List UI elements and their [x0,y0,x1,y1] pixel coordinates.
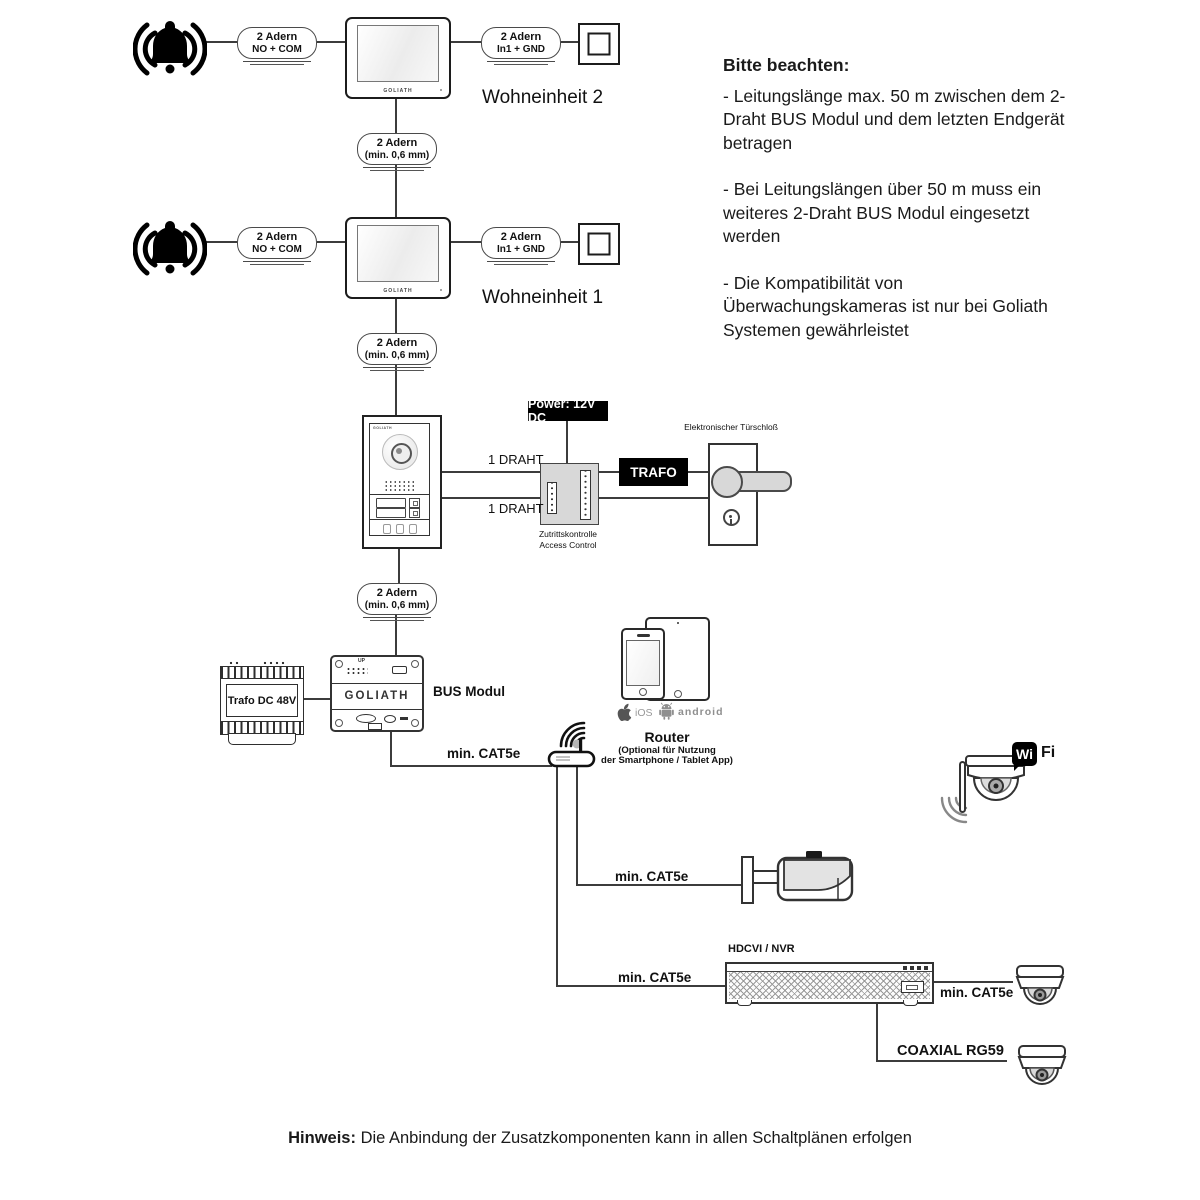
note-paragraph: - Bei Leitungslängen über 50 m muss ein weiteres 2-Draht BUS Modul eingesetzt werden [723,179,1042,246]
dome-camera-icon [1013,1044,1071,1098]
wire [576,766,578,886]
screw-icon [335,660,343,668]
cable-label: (min. 0,6 mm) [364,349,430,361]
screw-icon [335,719,343,727]
goliath-logo: GOLIATH [373,426,392,430]
wire-label: 1 DRAHT [488,501,544,516]
terminal-dots [228,661,242,665]
doorbell-chime-icon [133,13,207,89]
connector-icon [400,717,408,720]
note-paragraph: - Die Kompatibilität von Überwachungskameras ist nur bei Goliath Systemen gewährleistet [723,272,1048,340]
connector-icon [356,714,376,723]
nvr-foot [903,1000,918,1006]
wire [576,884,742,886]
cat5e-label: min. CAT5e [615,869,689,884]
footer-note [0,1129,1200,1148]
touch-keys [370,524,429,534]
wire [438,497,540,499]
din-rail-base [228,733,296,745]
cable-capsule-no-com [237,227,317,259]
phone-speaker [637,634,650,637]
wire [395,163,397,217]
access-caption-en: Access Control [539,540,597,550]
wire [390,728,392,767]
trafo-dc48v-label: Trafo DC 48V [226,684,298,717]
tablet-home-button [674,690,682,698]
cable-label: 2 Adern [256,30,298,43]
cat5e-label: min. CAT5e [940,985,1014,1000]
wire [447,241,481,243]
access-caption-de: Zutrittskontrolle [538,529,598,539]
footer-note-text: Die Anbindung der Zusatzkomponenten kann in allen Schaltplänen erfolgen [355,1129,912,1147]
divider [332,683,422,684]
goliath-logo: GOLIATH [344,690,410,702]
monitor-screen [357,25,439,82]
wire [302,698,330,700]
bus-module-label: BUS Modul [433,684,505,699]
note-paragraph: - Leitungslänge max. 50 m zwischen dem 2-Draht BUS Modul und dem letzten Endgerät betragen [723,85,1066,153]
door-station-panel [369,423,430,536]
cat5e-label: min. CAT5e [447,746,521,761]
connector-icon [392,666,407,674]
cable-label: 2 Adern [376,336,418,349]
cable-label: NO + COM [252,43,302,55]
led-icon [924,966,928,970]
router-note: der Smartphone / Tablet App) [601,755,733,766]
nvr-title: HDCVI / NVR [728,943,795,955]
door-camera-lens [396,448,402,454]
coax-label: COAXIAL RG59 [897,1043,1004,1059]
trafo-box: TRAFO [619,458,688,486]
nvr-foot [737,1000,752,1006]
wire [561,241,578,243]
cable-label: 2 Adern [500,230,542,243]
dome-camera-icon [1011,964,1069,1018]
cable-capsule-in1-gnd [481,27,561,59]
wire [566,421,568,463]
wire [561,41,578,43]
power-label: Power: 12V DC [528,401,608,421]
goliath-logo: GOLIATH [383,88,413,94]
terminal-strip [547,482,557,514]
doorbell-button [578,223,620,265]
phone-home-button [639,688,647,696]
cable-capsule-no-com [237,27,317,59]
wire [876,1000,878,1062]
wire [688,471,708,473]
router-title: Router [644,729,690,745]
wire [205,241,237,243]
divider [332,709,422,710]
led-icon [917,966,921,970]
android-icon [658,702,675,720]
goliath-logo: GOLIATH [383,288,413,294]
nvr-top-strip [727,964,932,972]
indoor-monitor [345,17,451,99]
cable-label: 2 Adern [376,586,418,599]
ios-label: iOS [635,707,653,719]
wire [317,41,345,43]
up-marking: UP [358,658,365,664]
speaker-grille [384,480,415,491]
router-note: (Optional für Nutzung [618,745,716,756]
wire [597,497,708,499]
connector-icon [368,723,382,730]
wire [438,471,540,473]
nvr-mesh [729,972,930,999]
cable-label: In1 + GND [496,243,546,255]
cable-label: In1 + GND [496,43,546,55]
led-icon [903,966,907,970]
wire [876,1060,1007,1062]
cable-capsule-in1-gnd [481,227,561,259]
apple-icon [616,703,632,721]
wire-label: 1 DRAHT [488,452,544,467]
wire [317,241,345,243]
doorbell-chime-icon [133,213,207,289]
cable-capsule-riser [357,133,437,165]
bullet-camera-icon [740,850,855,908]
call-button [409,498,420,508]
call-button [409,508,420,518]
mic-dot [440,89,442,91]
cat5e-label: min. CAT5e [618,970,692,985]
connector-icon [384,715,396,723]
footer-note-bold: Hinweis: [288,1129,356,1147]
mic-dot [440,289,442,291]
key-cylinder-icon [723,509,740,526]
lock-title: Elektronischer Türschloß [684,422,778,432]
cable-label: (min. 0,6 mm) [364,599,430,611]
trafo-dc48v [220,678,304,723]
wire [395,295,397,333]
divider [370,494,429,495]
unit-title: Wohneinheit 2 [482,87,604,108]
wire [205,41,237,43]
door-station [362,415,442,549]
cable-capsule-riser [357,333,437,365]
notes-title: Bitte beachten: [723,55,850,75]
notes-block [723,54,1071,365]
terminal-dots [262,661,288,665]
wifi-badge-fi: Fi [1041,744,1056,761]
name-plate [376,508,406,518]
wire [447,41,481,43]
screw-icon [411,719,419,727]
cable-label: 2 Adern [500,30,542,43]
monitor-screen [357,225,439,282]
cable-label: NO + COM [252,243,302,255]
wifi-badge: Wi [1012,742,1037,766]
name-plate [376,498,406,508]
access-control-box [540,463,599,525]
usb-port-icon [901,981,924,993]
wire [556,985,725,987]
led-icon [910,966,914,970]
screw-icon [411,660,419,668]
wire [597,471,619,473]
cable-capsule-riser [357,583,437,615]
access-control-caption [518,529,618,551]
cable-label: 2 Adern [376,136,418,149]
smartphone-icon [621,628,665,700]
wire [556,766,558,987]
wire [390,765,552,767]
terminal-pins [346,667,368,674]
cable-label: 2 Adern [256,230,298,243]
android-label: android [678,706,724,718]
indoor-monitor [345,217,451,299]
divider [370,519,429,520]
cable-label: (min. 0,6 mm) [364,149,430,161]
unit-title: Wohneinheit 1 [482,287,604,308]
wire [395,95,397,133]
doorbell-button [578,23,620,65]
tablet-camera-dot [677,622,680,625]
phone-screen [626,640,660,686]
wire [398,545,400,583]
door-handle-knob [711,466,743,498]
terminal-strip [580,470,591,520]
nvr-box [725,962,934,1004]
wire [930,981,1013,983]
bus-module [330,655,424,732]
